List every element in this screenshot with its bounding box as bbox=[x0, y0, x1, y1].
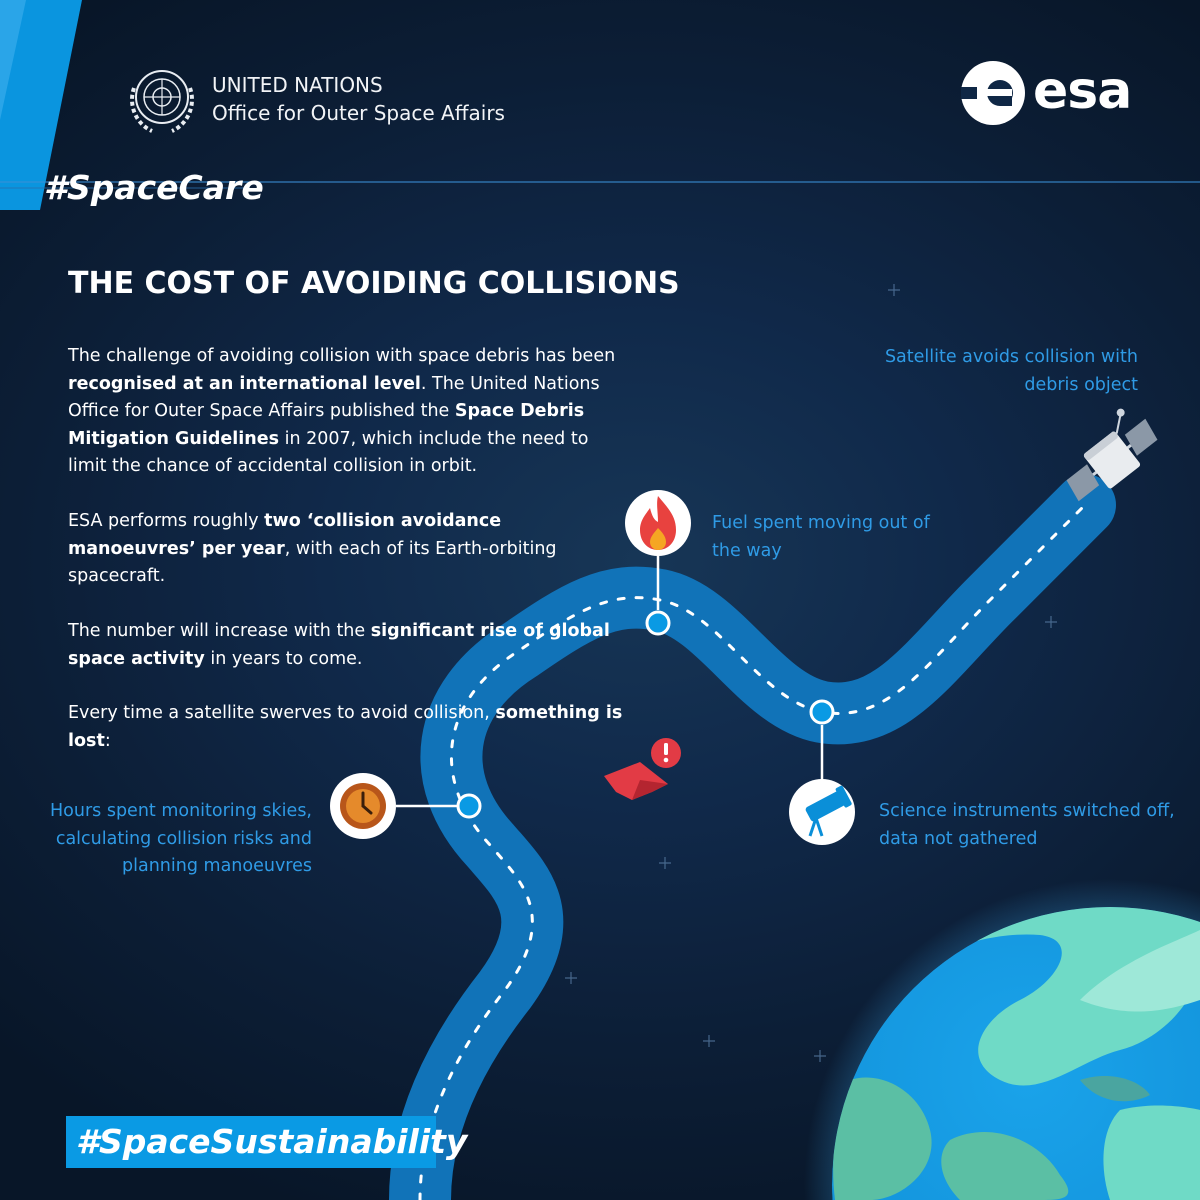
callout-fuel: Fuel spent moving out of the way bbox=[712, 513, 930, 561]
telescope-icon bbox=[789, 779, 855, 845]
intro-paragraph-1 bbox=[68, 343, 628, 481]
intro-paragraph-2 bbox=[68, 508, 628, 591]
emphasis-text: recognised at an international level bbox=[68, 373, 421, 394]
body-text: , with each of its Earth-orbiting spacecraft. bbox=[68, 538, 557, 586]
un-title: UNITED NATIONS bbox=[212, 73, 383, 97]
un-subtitle: Office for Outer Space Affairs bbox=[212, 101, 505, 125]
un-emblem-icon bbox=[132, 71, 192, 131]
esa-wordmark: esa bbox=[1033, 61, 1132, 121]
body-text: ESA performs roughly bbox=[68, 511, 265, 531]
callout-hours: Hours spent monitoring skies, calculating collision risks and planning manoeuvres bbox=[50, 801, 312, 876]
earth-icon bbox=[832, 901, 1200, 1200]
body-text: Every time a satellite swerves to avoid collision, bbox=[68, 703, 496, 723]
hashtag-spacecare: #SpaceCare bbox=[44, 168, 264, 207]
page-title: THE COST OF AVOIDING COLLISIONS bbox=[68, 266, 680, 301]
emphasis-text: significant rise of global space activity bbox=[68, 621, 610, 669]
body-text: The challenge of avoiding collision with space debris has been bbox=[68, 346, 616, 366]
hashtag-spacesustainability: #SpaceSustainability bbox=[66, 1116, 436, 1168]
emphasis-text: two ‘collision avoidance manoeuvres’ per year bbox=[68, 511, 502, 559]
intro-paragraph-4 bbox=[68, 700, 628, 755]
body-text: : bbox=[104, 730, 111, 751]
emphasis-text: something is lost bbox=[68, 703, 623, 751]
emphasis-text: Space Debris Mitigation Guidelines bbox=[68, 401, 585, 449]
callout-satellite: Satellite avoids collision with debris object bbox=[884, 347, 1138, 395]
body-text: . The United Nations Office for Outer Space Affairs published the bbox=[68, 373, 600, 421]
intro-paragraph-3 bbox=[68, 618, 628, 673]
body-text: in 2007, which include the need to limit the chance of accidental collision in orbit. bbox=[68, 428, 589, 476]
warning-icon bbox=[651, 738, 681, 768]
body-text: The number will increase with the bbox=[68, 621, 371, 641]
flame-icon bbox=[625, 490, 691, 556]
esa-logo-icon bbox=[961, 61, 1025, 125]
callout-science: Science instruments switched off, data not gathered bbox=[879, 801, 1175, 849]
body-text: in years to come. bbox=[204, 648, 363, 669]
clock-icon bbox=[330, 773, 396, 839]
debris-icon bbox=[604, 762, 668, 800]
